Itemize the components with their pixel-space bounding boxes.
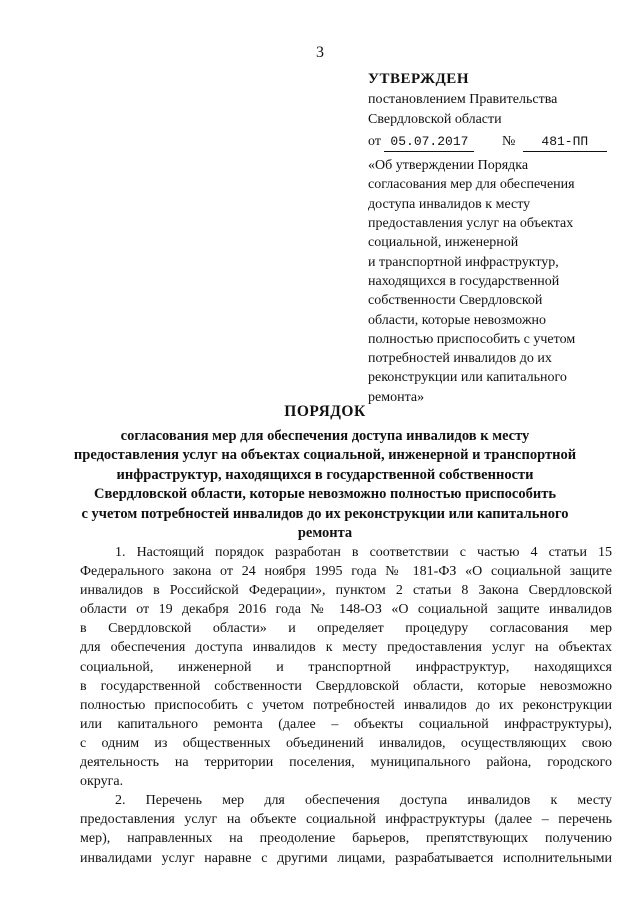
body-line: предоставления услуг на объекте социальной инфраструктуры (далее – перечень [80,812,612,828]
body-line: с одним из общественных объединений инвалидов, осуществляющих свою [80,735,612,751]
approval-line: Свердловской области [368,111,502,127]
body-line: социальной, инженерной и транспортной инфраструктур, находящихся [80,659,612,675]
order-subtitle-line: ремонта [297,525,353,541]
decree-title-line: потребностей инвалидов до их [368,351,552,367]
body-line: инвалидами услуг наравне с другими лицами, разрабатывается исполнительными [80,850,612,866]
body-line: инвалидов в Российской Федерации», пунктом 2 статьи 8 Закона Свердловской [80,583,612,599]
decree-title-line: социальной, инженерной [368,235,519,251]
decree-date: 05.07.2017 [384,132,474,152]
body-line: полностью приспособить с учетом потребностей инвалидов до их реконструкции [80,697,612,713]
body-line: 1. Настоящий порядок разработан в соответствии с частью 4 статьи 15 [115,545,612,560]
decree-title-line: области, которые невозможно [368,312,546,328]
decree-title-line: предоставления услуг на объектах [368,216,574,232]
body-line: округа. [80,774,124,790]
body-line: в государственной собственности Свердловской области, которые невозможно [80,678,612,694]
decree-title-line: «Об утверждении Порядка [368,158,529,174]
order-subtitle-line: Свердловской области, которые невозможно полностью приспособить [93,486,557,502]
document-body [80,543,612,868]
approval-line: постановлением Правительства [368,92,558,108]
order-title-block [70,402,580,544]
body-line: области от 19 декабря 2016 года № 148-ОЗ «О социальной защите инвалидов [80,602,612,618]
decree-title-line: ремонта» [368,389,425,405]
order-heading: ПОРЯДОК [284,403,366,420]
decree-date-line [368,132,618,152]
order-subtitle-line: с учетом потребностей инвалидов до их реконструкции или капитального [81,505,569,522]
approval-stamp [368,70,618,407]
order-subtitle-line: согласования мер для обеспечения доступа инвалидов к месту [120,427,530,444]
decree-title-line: собственности Свердловской [368,293,543,309]
body-line: мер), направленных на преодоление барьеров, препятствующих получению [80,831,612,847]
body-line: или капитального ремонта (далее – объекты социальной инфраструктуры), [80,716,612,732]
decree-title-line: согласования мер для обеспечения [368,177,575,193]
body-line: деятельность на территории поселения, муниципального района, городского [80,755,612,771]
decree-title-line: и транспортной инфраструктур, [368,254,559,270]
body-line: в Свердловской области» и определяет процедуру согласования мер [80,621,612,637]
decree-number: 481-ПП [523,132,607,152]
body-line: 2. Перечень мер для обеспечения доступа инвалидов к месту [115,793,612,809]
decree-title-line: доступа инвалидов к месту [368,196,531,212]
number-sign: № [501,133,516,149]
paragraph-1 [80,543,612,791]
date-prefix: от [368,133,381,149]
body-line: Федерального закона от 24 ноября 1995 года № 181-ФЗ «О социальной защите [80,564,612,580]
decree-title-line: находящихся в государственной [368,273,560,289]
page-number: 3 [316,44,324,61]
order-subtitle-line: предоставления услуг на объектах социальной, инженерной и транспортной [73,447,577,463]
order-subtitle-line: инфраструктур, находящихся в государственной собственности [116,466,534,483]
decree-title-line: полностью приспособить с учетом [368,331,576,347]
approved-label: УТВЕРЖДЕН [368,71,469,87]
paragraph-2 [80,791,612,867]
body-line: для обеспечения доступа инвалидов к месту предоставления услуг на объектах [80,640,612,656]
decree-title-line: реконструкции или капитального [368,370,567,386]
